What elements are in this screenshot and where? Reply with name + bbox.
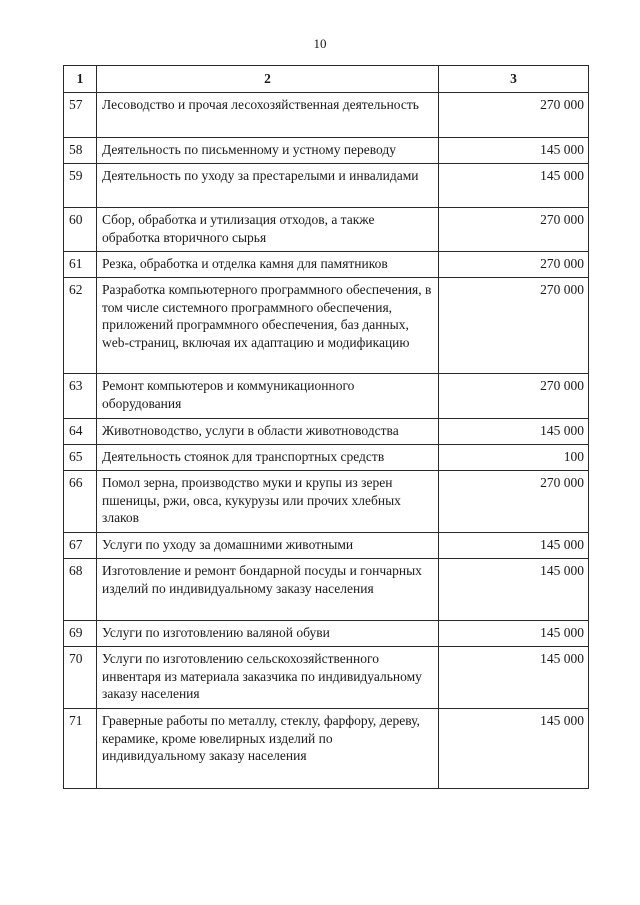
column-header-value: 3: [439, 66, 589, 93]
row-value: 100: [439, 445, 589, 471]
row-number: 69: [64, 621, 97, 647]
row-value: 270 000: [439, 374, 589, 419]
column-header-name: 2: [97, 66, 439, 93]
row-value: 270 000: [439, 471, 589, 533]
row-number: 62: [64, 278, 97, 374]
row-value: 145 000: [439, 621, 589, 647]
row-name: Лесоводство и прочая лесохозяйственная деятельность: [97, 93, 439, 138]
row-name: Граверные работы по металлу, стеклу, фарфору, дереву, керамике, кроме ювелирных изделий по индивидуальному заказу населения: [97, 709, 439, 789]
row-value: 145 000: [439, 138, 589, 164]
row-name: Услуги по изготовлению валяной обуви: [97, 621, 439, 647]
table-row: [64, 93, 589, 138]
row-name: Услуги по уходу за домашними животными: [97, 533, 439, 559]
row-number: 58: [64, 138, 97, 164]
row-value: 145 000: [439, 559, 589, 621]
table-row: [64, 138, 589, 164]
row-value: 270 000: [439, 252, 589, 278]
row-number: 66: [64, 471, 97, 533]
table-row: [64, 374, 589, 419]
row-number: 71: [64, 709, 97, 789]
row-number: 65: [64, 445, 97, 471]
row-name: Изготовление и ремонт бондарной посуды и гончарных изделий по индивидуальному заказу населения: [97, 559, 439, 621]
table-row: [64, 621, 589, 647]
row-number: 60: [64, 208, 97, 252]
table-row: [64, 445, 589, 471]
row-name: Животноводство, услуги в области животноводства: [97, 419, 439, 445]
row-name: Деятельность по уходу за престарелыми и инвалидами: [97, 164, 439, 208]
row-number: 61: [64, 252, 97, 278]
table-row: [64, 252, 589, 278]
row-number: 59: [64, 164, 97, 208]
row-value: 145 000: [439, 533, 589, 559]
row-value: 145 000: [439, 647, 589, 709]
table-row: [64, 278, 589, 374]
row-number: 68: [64, 559, 97, 621]
column-header-number: 1: [64, 66, 97, 93]
row-value: 145 000: [439, 419, 589, 445]
row-value: 270 000: [439, 93, 589, 138]
row-name: Деятельность стоянок для транспортных средств: [97, 445, 439, 471]
row-number: 67: [64, 533, 97, 559]
table-row: [64, 709, 589, 789]
row-name: Услуги по изготовлению сельскохозяйственного инвентаря из материала заказчика по индивидуальному заказу населения: [97, 647, 439, 709]
table-row: [64, 419, 589, 445]
row-name: Сбор, обработка и утилизация отходов, а также обработка вторичного сырья: [97, 208, 439, 252]
row-number: 64: [64, 419, 97, 445]
row-name: Ремонт компьютеров и коммуникационного оборудования: [97, 374, 439, 419]
row-number: 63: [64, 374, 97, 419]
table-row: [64, 647, 589, 709]
row-number: 57: [64, 93, 97, 138]
row-value: 270 000: [439, 278, 589, 374]
table-row: [64, 533, 589, 559]
activity-table: [63, 65, 589, 789]
table-row: [64, 471, 589, 533]
row-value: 145 000: [439, 164, 589, 208]
row-name: Деятельность по письменному и устному переводу: [97, 138, 439, 164]
table-row: [64, 559, 589, 621]
row-name: Резка, обработка и отделка камня для памятников: [97, 252, 439, 278]
row-name: Помол зерна, производство муки и крупы из зерен пшеницы, ржи, овса, кукурузы или прочих хлебных злаков: [97, 471, 439, 533]
table-row: [64, 208, 589, 252]
page-number: 10: [313, 36, 327, 51]
row-value: 145 000: [439, 709, 589, 789]
row-value: 270 000: [439, 208, 589, 252]
row-number: 70: [64, 647, 97, 709]
table-header-row: [64, 66, 589, 93]
row-name: Разработка компьютерного программного обеспечения, в том числе системного программного обеспечения, приложений программного обеспечения, баз данных, web-страниц, включая их адаптацию и модификацию: [97, 278, 439, 374]
table-row: [64, 164, 589, 208]
